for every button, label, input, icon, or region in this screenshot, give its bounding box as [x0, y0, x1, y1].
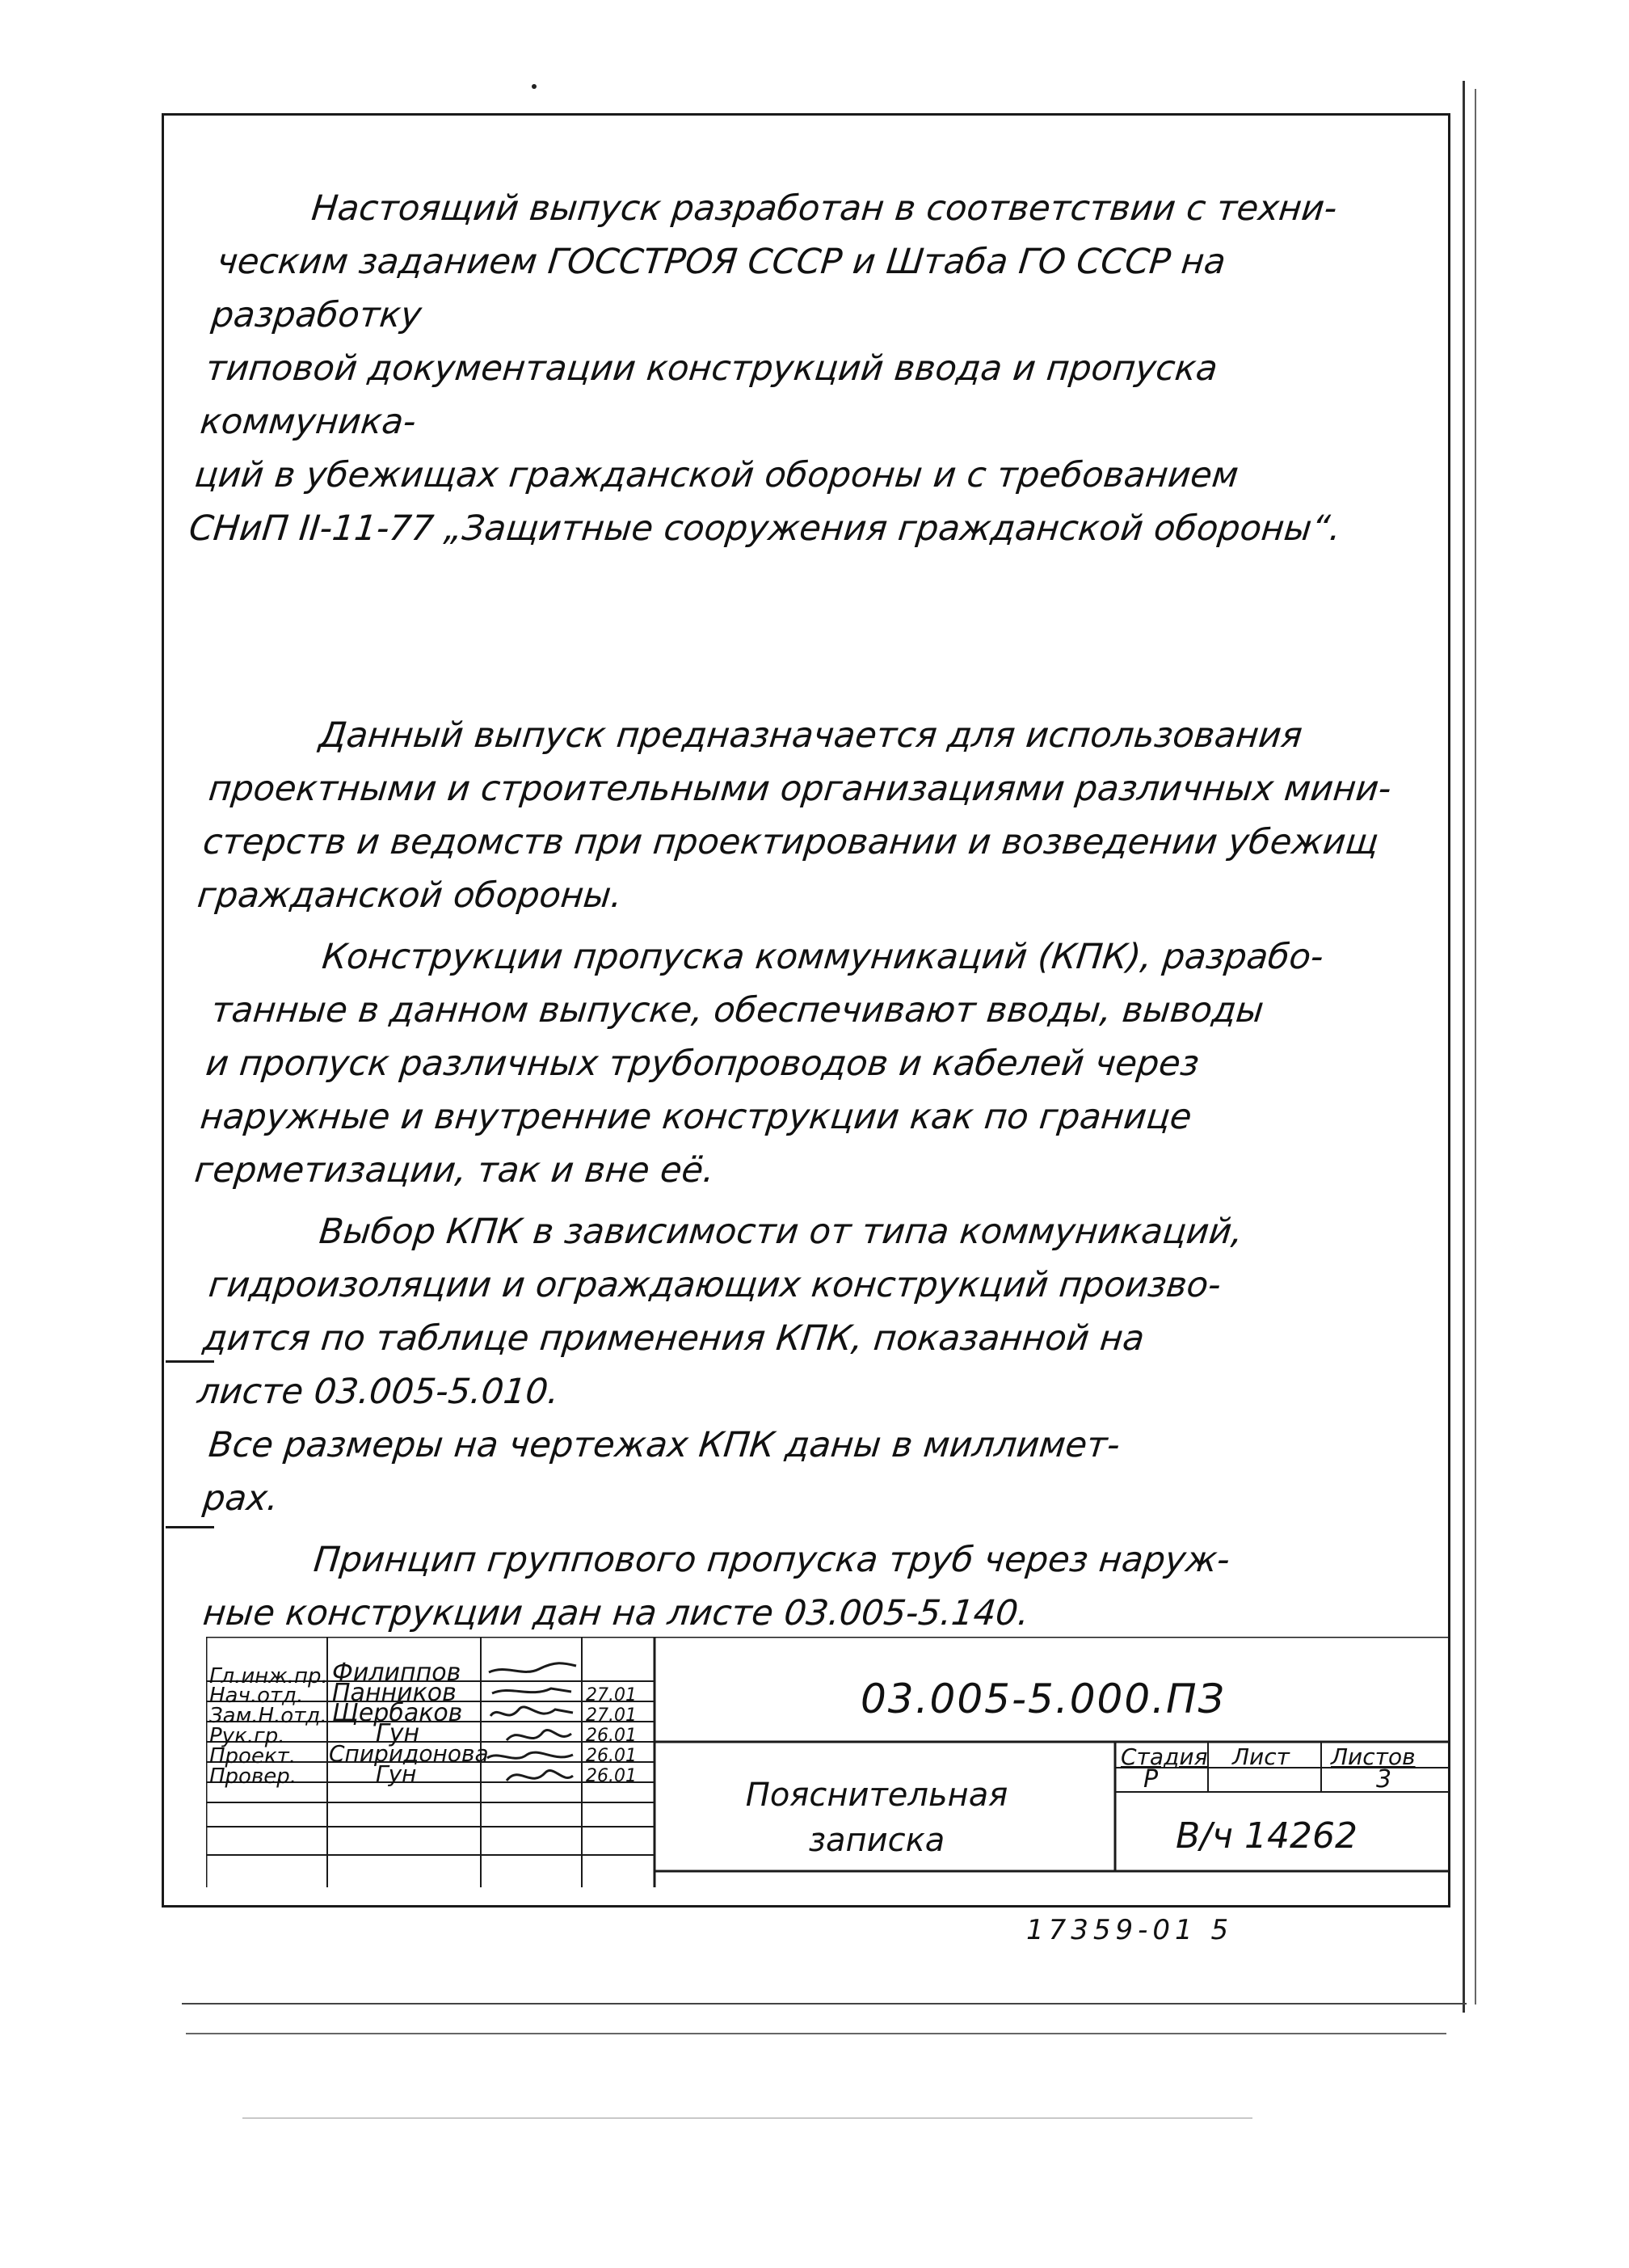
role-designer: Проект. [209, 1744, 297, 1768]
name-dept-head: Панников [332, 1679, 457, 1707]
document-title-line1: Пояснительная [745, 1777, 1008, 1814]
date-deputy-head: 27.01 [586, 1705, 637, 1726]
date-dept-head: 27.01 [586, 1685, 637, 1705]
paragraph-purpose: Данный выпуск предназначается для использования проектными и строительными организациями различных мини- стерств и ведомств при проектировании и возведении убежищ гражданской обороны. [195, 715, 1394, 916]
paragraph-kpk: Конструкции пропуска коммуникаций (КПК), разрабо- танные в данном выпуске, обеспечивают вводы, выводы и пропуск различных трубопроводов и кабелей через наружные и внутренние конструкции как по границе герметизации, так и вне её. [192, 937, 1326, 1191]
date-designer: 26.01 [586, 1746, 637, 1766]
document-title-line2: записка [808, 1822, 945, 1859]
frame-edge-line [1475, 89, 1476, 2005]
date-group-leader: 26.01 [586, 1726, 637, 1746]
stage-header: Стадия [1121, 1743, 1208, 1770]
role-deputy-head: Зам.Н.отд. [209, 1704, 327, 1728]
explanatory-text [187, 182, 1418, 1640]
name-designer: Спиридонова [329, 1740, 489, 1767]
stray-mark [532, 84, 537, 89]
frame-edge-line [1463, 81, 1465, 2013]
name-checker: Гун [376, 1760, 417, 1787]
sheets-header: Листов [1331, 1743, 1416, 1770]
sheets-value: 3 [1376, 1765, 1392, 1794]
name-group-leader: Гун [376, 1719, 420, 1747]
frame-bottom-line [186, 2033, 1446, 2034]
organization: В/ч 14262 [1176, 1815, 1358, 1857]
sheet-header: Лист [1232, 1743, 1290, 1770]
signature-column [482, 1659, 579, 1805]
name-chief-engineer: Филиппов [332, 1659, 461, 1687]
role-chief-engineer: Гл.инж.пр. [209, 1664, 328, 1688]
paragraph-selection: Выбор КПК в зависимости от типа коммуникаций, гидроизоляции и ограждающих конструкций произво- дится по таблице применения КПК, показанной на листе 03.005-5.010. [195, 1212, 1245, 1412]
stage-value: Р [1143, 1765, 1159, 1794]
paragraph-intro: Настоящий выпуск разработан в соответствии с техни- ческим заданием ГОССТРОЯ СССР и Штаба ГО СССР на разработку типовой документации конструкций ввода и пропуска коммуника- ций в убежищах гражданской обороны и с требованием СНиП II-11-77 „Защитные сооружения гражданской обороны“. [187, 188, 1343, 549]
date-checker: 26.01 [586, 1766, 637, 1786]
paragraph-dimensions: Все размеры на чертежах КПК даны в миллимет- рах. [200, 1425, 1122, 1519]
role-dept-head: Нач.отд. [209, 1684, 304, 1708]
frame-bottom-line [182, 2003, 1467, 2005]
name-deputy-head: Щербаков [332, 1699, 463, 1727]
document-code: 03.005-5.000.ПЗ [861, 1676, 1226, 1722]
role-group-leader: Рук.гр. [209, 1724, 285, 1748]
paragraph-group-passage: Принцип группового пропуска труб через наруж- ные конструкции дан на листе 03.005-5.140. [200, 1540, 1232, 1634]
role-checker: Провер. [209, 1764, 297, 1789]
archive-number: 17359-01 5 [1026, 1914, 1234, 1946]
title-block [206, 1637, 1450, 1908]
